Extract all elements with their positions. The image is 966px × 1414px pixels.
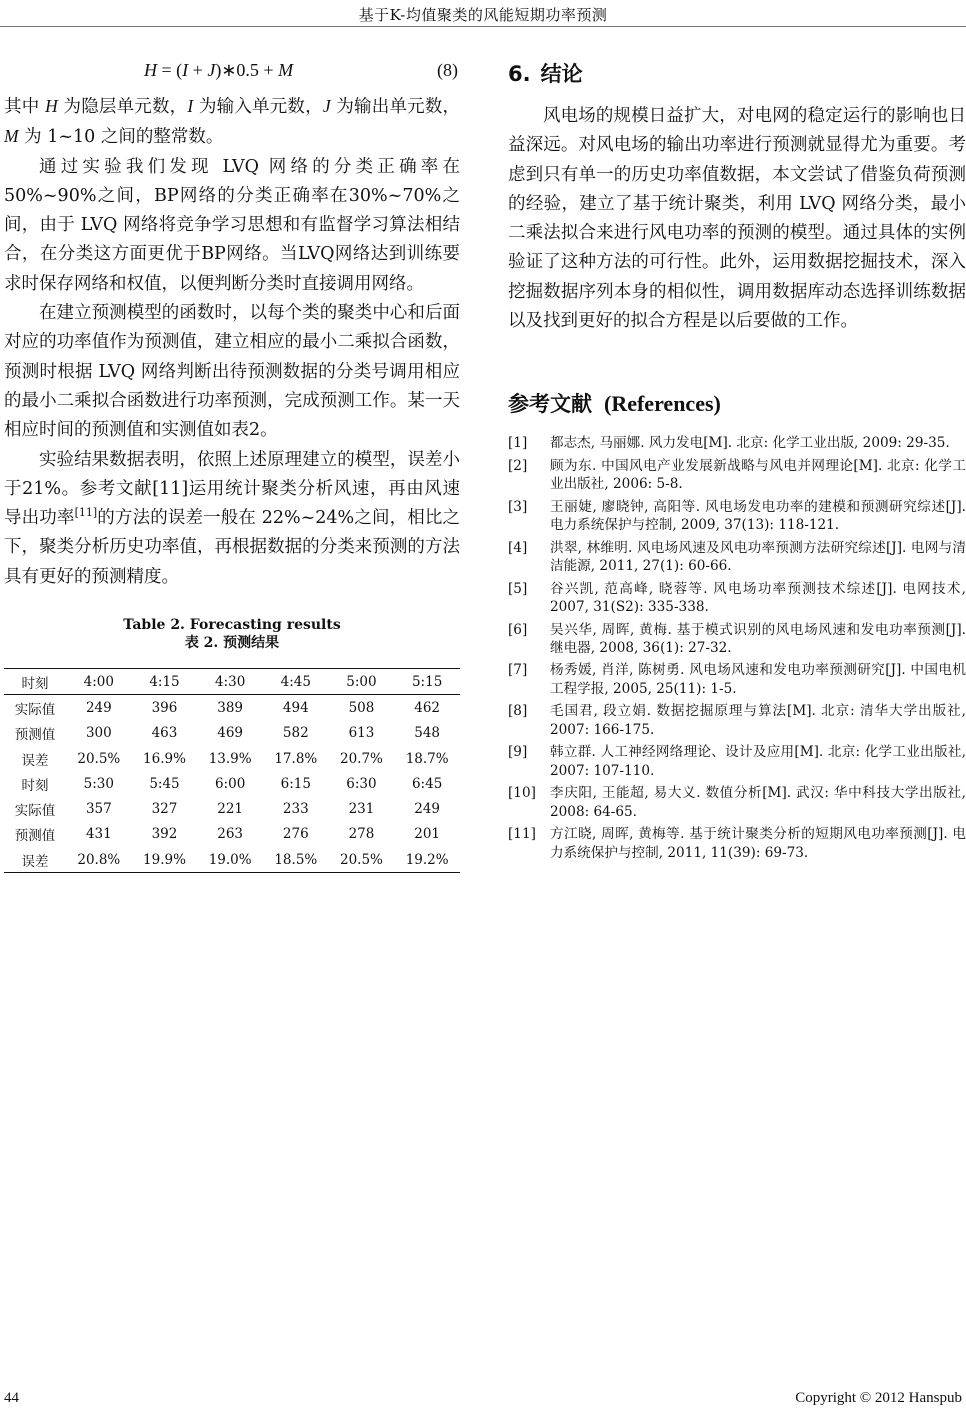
- table-cell: 6:15: [280, 775, 311, 792]
- paragraph-results: 实验结果数据表明，依照上述原理建立的模型，误差小于21%。参考文献[11]运用统计聚类分析风速，再由风速导出功率[11]的方法的误差一般在 22%~24%之间，相比之下，聚类分析历史功率值，再根据数据的分类来预测的方法具有更好的预测精度。: [4, 449, 461, 587]
- table-cell: 396: [132, 695, 198, 721]
- table-cell: 6:45: [411, 775, 443, 792]
- table-cell: 233: [282, 801, 309, 818]
- reference-item: [9] 韩立群. 人工神经网络理论、设计及应用[M]. 北京: 化学工业出版社, 2007: 107-110.: [508, 744, 966, 780]
- table-cell: 预测值: [14, 828, 56, 845]
- table-cell: 6:30: [346, 775, 377, 792]
- table-cell: 278: [348, 826, 375, 843]
- table-cell: 18.7%: [405, 750, 449, 767]
- table-cell: 494: [263, 695, 329, 721]
- table-cell: 508: [329, 695, 395, 721]
- table-cell: 13.9%: [208, 750, 252, 767]
- references-heading: [508, 388, 966, 418]
- paragraph-conclusion: 风电场的规模日益扩大，对电网的稳定运行的影响也日益深远。对风电场的输出功率进行预测就显得尤为重要。考虑到只有单一的历史功率值数据，本文尝试了借鉴负荷预测的经验，建立了基于统计聚类，利用 LVQ 网络分类，最小二乘法拟合来进行风电功率的预测的模型。通过具体的实例验证了这种方法的可行性。此外，运用数据挖掘技术，深入挖掘数据序列本身的相似性，调用数据库动态选择训练数据以及找到更好的拟合方程是以后要做的工作。: [508, 106, 966, 332]
- table-cell: 263: [217, 826, 244, 843]
- table-cell: 17.8%: [274, 750, 318, 767]
- table-row: [4, 721, 460, 746]
- table-cell: 221: [217, 801, 244, 818]
- table-cell: 276: [282, 826, 309, 843]
- reference-item: [10] 李庆阳, 王能超, 易大义. 数值分析[M]. 武汉: 华中科技大学出版社, 2008: 64-65.: [508, 785, 966, 821]
- table-cell: 462: [394, 695, 460, 721]
- table-cell: 实际值: [4, 695, 66, 721]
- table-cell: 231: [348, 801, 375, 818]
- reference-list: [508, 434, 966, 863]
- table-cell: 预测值: [14, 727, 56, 744]
- table-caption-en: Table 2. Forecasting results: [123, 617, 341, 634]
- table-cell: 300: [85, 725, 112, 742]
- section-title: 结论: [540, 62, 583, 86]
- left-column: [4, 58, 460, 873]
- reference-item: [3] 王丽婕, 廖晓钟, 高阳等. 风电场发电功率的建模和预测研究综述[J]. 电力系统保护与控制, 2009, 37(13): 118-121.: [508, 498, 966, 534]
- reference-item: [5] 谷兴凯, 范高峰, 晓蓉等. 风电场功率预测技术综述[J]. 电网技术, 2007, 31(S2): 335-338.: [508, 580, 966, 616]
- section-number: 6.: [508, 62, 531, 86]
- reference-item: [11] 方江晓, 周晖, 黄梅等. 基于统计聚类分析的短期风电功率预测[J]. 电力系统保护与控制, 2011, 11(39): 69-73.: [508, 826, 966, 862]
- right-column: [508, 58, 966, 866]
- equation-formula: H = (I + J)∗0.5 + M: [144, 60, 294, 80]
- copyright-notice: Copyright © 2012 Hanspub: [795, 1390, 962, 1406]
- table-cell: 5:15: [394, 669, 460, 695]
- table-cell: 431: [85, 826, 112, 843]
- table-cell: 201: [414, 826, 441, 843]
- table-cell: 时刻: [4, 669, 66, 695]
- table-row: [4, 746, 460, 771]
- table-cell: 5:00: [329, 669, 395, 695]
- table-cell: 19.9%: [132, 847, 198, 873]
- equation-number: (8): [437, 60, 458, 80]
- reference-item: [7] 杨秀媛, 肖洋, 陈树勇. 风电场风速和发电功率预测研究[J]. 中国电机工程学报, 2005, 25(11): 1-5.: [508, 662, 966, 698]
- table-cell: 5:45: [149, 775, 180, 792]
- table-cell: 误差: [21, 752, 49, 769]
- table-cell: 实际值: [14, 803, 56, 820]
- forecast-table: [4, 668, 460, 873]
- table-row: [4, 797, 460, 822]
- table-cell: 5:30: [83, 775, 114, 792]
- table-cell: 20.5%: [329, 847, 395, 873]
- table-cell: 357: [85, 801, 112, 818]
- page-number: 44: [4, 1390, 19, 1406]
- references-title-zh: 参考文献: [508, 391, 592, 417]
- table-cell: 20.5%: [77, 750, 121, 767]
- equation-8: [4, 58, 460, 92]
- table-cell: 548: [414, 725, 441, 742]
- table-caption: [4, 616, 460, 652]
- table-row: [4, 847, 460, 873]
- table-cell: 4:45: [263, 669, 329, 695]
- reference-item: [2] 顾为东. 中国风电产业发展新战略与风电并网理论[M]. 北京: 化学工业出版社, 2006: 5-8.: [508, 457, 966, 493]
- reference-item: [8] 毛国君, 段立娟. 数据挖掘原理与算法[M]. 北京: 清华大学出版社, 2007: 166-175.: [508, 703, 966, 739]
- header-rule: [0, 26, 966, 27]
- paragraph-variables: 其中 H 为隐层单元数，I 为输入单元数，J 为输出单元数，M 为 1~10 之间的整常数。: [4, 96, 461, 148]
- reference-item: [1] 都志杰, 马丽娜. 风力发电[M]. 北京: 化学工业出版, 2009: 29-35.: [508, 435, 950, 452]
- table-caption-zh: 表 2. 预测结果: [184, 635, 280, 652]
- reference-item: [4] 洪翠, 林维明. 风电场风速及风电功率预测方法研究综述[J]. 电网与清洁能源, 2011, 27(1): 60-66.: [508, 539, 966, 575]
- table-cell: 249: [414, 801, 441, 818]
- table-cell: 4:30: [197, 669, 263, 695]
- table-cell: 4:15: [132, 669, 198, 695]
- references-title-en: (References): [604, 391, 721, 417]
- table-cell: 469: [217, 725, 244, 742]
- table-cell: 20.7%: [340, 750, 383, 767]
- table-cell: 6:00: [214, 775, 246, 792]
- table-cell: 249: [66, 695, 132, 721]
- table-row: [4, 669, 460, 695]
- table-row: [4, 771, 460, 796]
- table-cell: 19.0%: [197, 847, 263, 873]
- table-row: [4, 822, 460, 847]
- table-cell: 18.5%: [263, 847, 329, 873]
- section-heading-conclusion: [508, 58, 966, 88]
- paragraph-lvq-accuracy: 通过实验我们发现 LVQ 网络的分类正确率在50%~90%之间，BP网络的分类正确率在30%~70%之间，由于 LVQ 网络将竞争学习思想和有监督学习算法相结合，在分类这方面更优于BP网络。当LVQ网络达到训练要求时保存网络和权值，以便判断分类时直接调用网络。: [4, 156, 460, 294]
- table-cell: 392: [151, 826, 178, 843]
- table-cell: 时刻: [21, 777, 49, 794]
- paragraph-model-function: 在建立预测模型的函数时，以每个类的聚类中心和后面对应的功率值作为预测值，建立相应的最小二乘拟合函数，预测时根据 LVQ 网络判断出待预测数据的分类号调用相应的最小二乘拟合函数进行功率预测，完成预测工作。某一天相应时间的预测值和实测值如表2。: [4, 303, 460, 441]
- table-cell: 389: [197, 695, 263, 721]
- table-cell: 327: [151, 801, 178, 818]
- table-cell: 463: [151, 725, 178, 742]
- table-cell: 4:00: [66, 669, 132, 695]
- table-row: [4, 695, 460, 721]
- reference-item: [6] 吴兴华, 周晖, 黄梅. 基于模式识别的风电场风速和发电功率预测[J]. 继电器, 2008, 36(1): 27-32.: [508, 621, 966, 657]
- running-header: 基于K-均值聚类的风能短期功率预测: [358, 6, 608, 24]
- table-cell: 16.9%: [143, 750, 186, 767]
- table-cell: 582: [282, 725, 309, 742]
- table-cell: 613: [348, 725, 375, 742]
- table-cell: 误差: [4, 847, 66, 873]
- table-cell: 19.2%: [394, 847, 460, 873]
- table-cell: 20.8%: [66, 847, 132, 873]
